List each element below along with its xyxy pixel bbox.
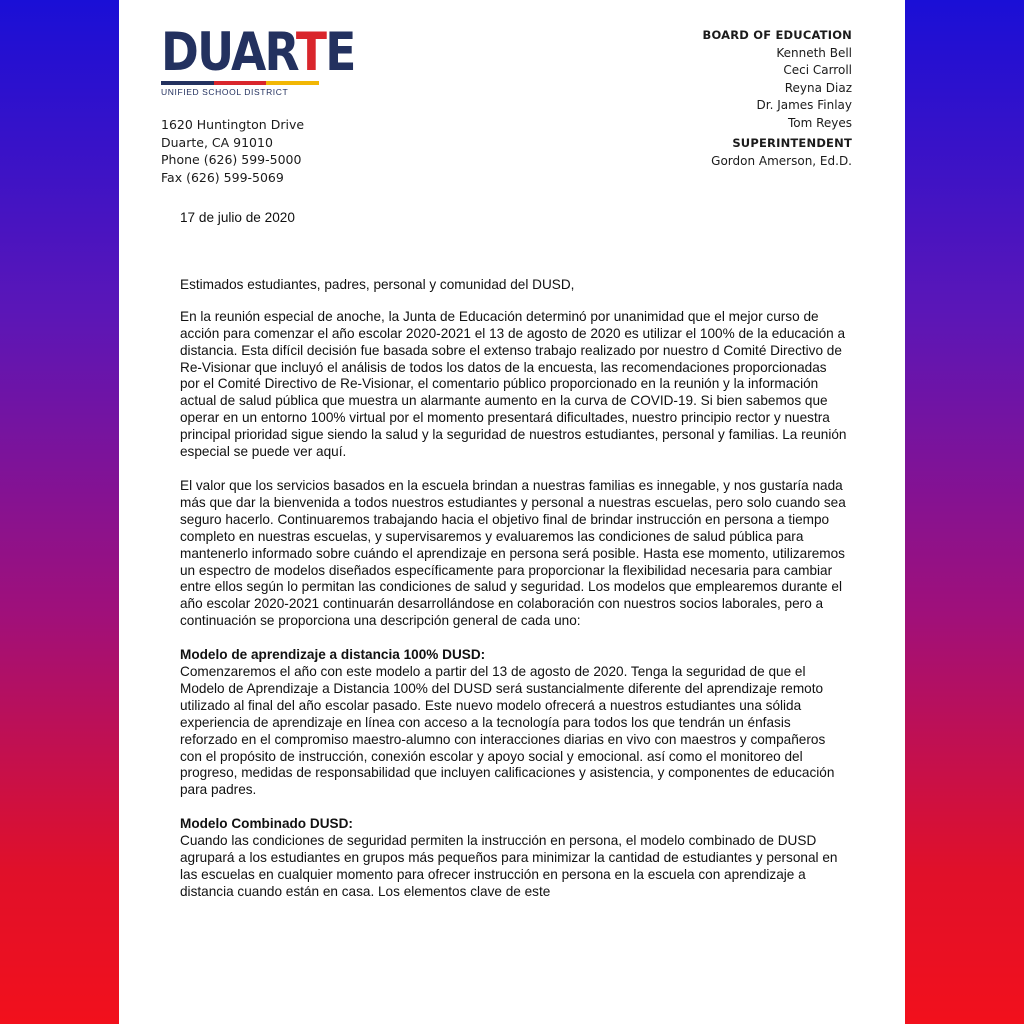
section-text-combined-model: Cuando las condiciones de seguridad permiten la instrucción en persona, el modelo combinado de DUSD agrupará a los estudiantes en grupos más pequeños para minimizar la cantidad de estudiantes y personal en las escuelas en cualquier momento para ofrecer instrucción en persona en la escuela con aprendizaje a distancia cuando están en casa. Los elementos clave de este: [180, 833, 838, 899]
board-heading: BOARD OF EDUCATION: [702, 28, 852, 42]
superintendent-heading: SUPERINTENDENT: [732, 136, 852, 150]
board-member: Reyna Diaz: [784, 80, 852, 95]
board-member: Dr. James Finlay: [756, 98, 852, 112]
board-member: Kenneth Bell: [776, 45, 852, 60]
address-street: 1620 Huntington Drive: [161, 117, 305, 132]
board-member: Ceci Carroll: [783, 63, 852, 77]
letter-body: [180, 210, 850, 901]
district-address: [161, 116, 304, 186]
section-heading-distance-learning: Modelo de aprendizaje a distancia 100% DUSD:: [180, 647, 486, 663]
section-text-distance-learning: Comenzaremos el año con este modelo a partir del 13 de agosto de 2020. Tenga la seguridad de que el Modelo de Aprendizaje a Distancia 100% del DUSD será sustancialmente diferente del aprendizaje remoto utilizado al final del año escolar pasado. Este nuevo modelo ofrecerá a nuestros estudiantes una sólida experiencia de aprendizaje en línea con acceso a la tecnología para todos los que tendrán un énfasis reforzado en el compromiso maestro-alumno con interacciones diarias en vivo con maestros y compañeros con el propósito de instrucción, conexión escolar y apoyo social y emocional. así como el monitoreo del progreso, medidas de responsabilidad que incluyen calificaciones y asistencia, y componentes de educación para padres.: [180, 664, 835, 798]
logo-subtitle: UNIFIED SCHOOL DISTRICT: [161, 87, 289, 97]
letter-page: [119, 0, 905, 1024]
section-heading-combined-model: Modelo Combinado DUSD:: [180, 816, 353, 832]
address-phone: Phone (626) 599-5000: [161, 152, 302, 167]
letter-greeting: Estimados estudiantes, padres, personal y comunidad del DUSD,: [180, 276, 575, 292]
board-of-education: [703, 27, 852, 170]
paragraph-models-overview: El valor que los servicios basados en la escuela brindan a nuestras familias es innegable, y nos gustaría nada más que dar la bienvenida a todos nuestros estudiantes y personal a nuestras escuelas, pero solo cuando sea seguro hacerlo. Continuaremos trabajando hacia el objetivo final de brindar instrucción en persona a tiempo completo en nuestras escuelas, y supervisaremos y evaluaremos las condiciones de salud pública para mantenerlo informado sobre cuándo el aprendizaje en persona será posible. Hasta ese momento, utilizaremos un espectro de modelos diseñados específicamente para proporcionar la flexibilidad necesaria para cambiar entre ellos según lo permitan las condiciones de salud y seguridad. Los modelos que emplearemos durante el año escolar 2020-2021 continuarán desarrollándose en colaboración con nuestros socios laborales, pero a continuación se proporciona una descripción general de cada uno:: [180, 477, 846, 629]
letter-date: 17 de julio de 2020: [180, 210, 295, 225]
address-fax: Fax (626) 599-5069: [161, 169, 284, 185]
superintendent-name: Gordon Amerson, Ed.D.: [711, 153, 852, 168]
board-member: Tom Reyes: [787, 115, 852, 130]
district-logo: [161, 22, 355, 97]
address-city: Duarte, CA 91010: [161, 134, 273, 150]
paragraph-decision: En la reunión especial de anoche, la Junta de Educación determinó por unanimidad que el mejor curso de acción para comenzar el año escolar 2020-2021 el 13 de agosto de 2020 es utilizar el 100% de la educación a distancia. Esta difícil decisión fue basada sobre el extenso trabajo realizado por nuestro d Comité Directivo de Re-Visionar que incluyó el análisis de todos los datos de la encuesta, las recomendaciones proporcionadas por el Comité Directivo de Re-Visionar, el comentario público proporcionado en la reunión y la información actual de salud pública que muestra un alarmante aumento en la curva de COVID-19. Si bien sabemos que operar en un entorno 100% virtual por el momento presentará dificultades, nuestro principio rector y nuestra principal prioridad sigue siendo la salud y la seguridad de nuestros estudiantes, personal y familias. La reunión especial se puede ver aquí.: [180, 308, 847, 460]
logo-wordmark: DUARTE: [161, 22, 355, 83]
